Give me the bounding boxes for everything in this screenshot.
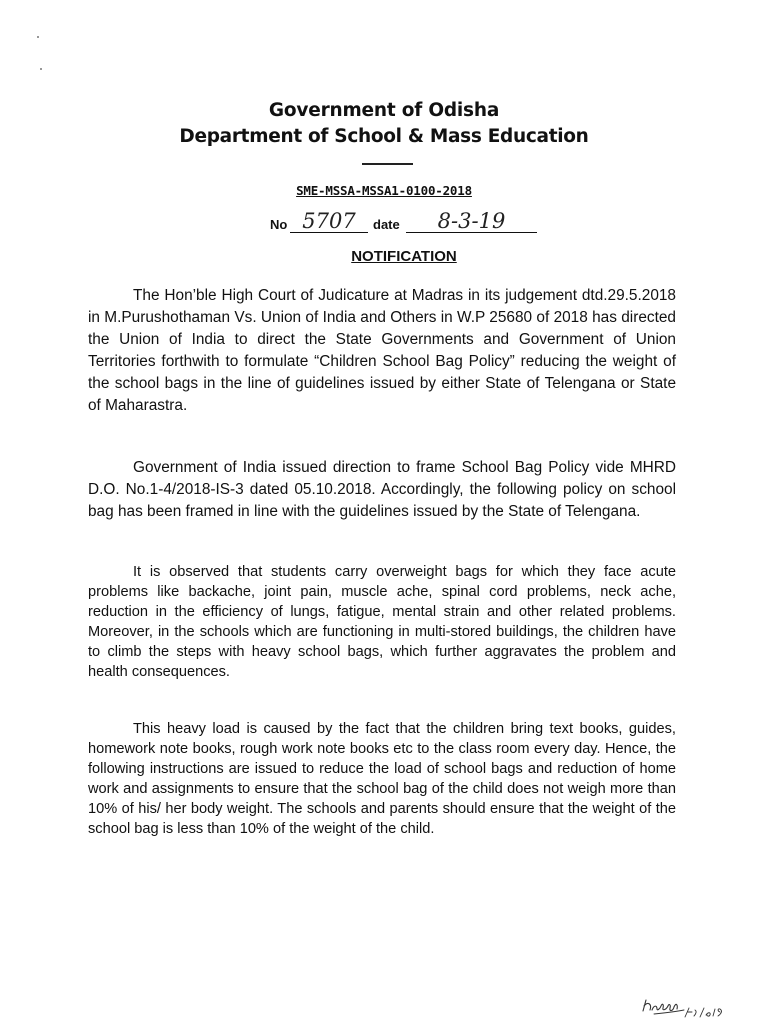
handwritten-signature — [640, 996, 730, 1018]
government-title: Government of Odisha — [268, 100, 500, 121]
paragraph-instructions: This heavy load is caused by the fact that the children bring text books, guides, homework note books, rough work note books etc to the class room every day. Hence, the following instructions are issued to reduce the load of school bags and reduction of home work and assignments to ensure that the school bag of the child does not weigh more than 10% of his/ her body weight. The schools and parents should ensure that the weight of the school bag is less than 10% of the weight of the child. — [88, 721, 676, 837]
paragraph-problems: It is observed that students carry overweight bags for which they face acute problems like backache, joint pain, muscle ache, spinal cord problems, neck ache, reduction in the efficiency of lungs, fatigue, mental strain and other related problems. Moreover, in the schools which are functioning in multi-stored buildings, the children have to climb the steps with heavy school bags, which further aggravates the problem and health consequences. — [88, 564, 676, 680]
reference-code: SME-MSSA-MSSA1-0100-2018 — [296, 183, 472, 198]
date-label: date — [373, 217, 400, 232]
number-label: No — [270, 217, 288, 232]
paragraph-govt-direction: Government of India issued direction to frame School Bag Policy vide MHRD D.O. No.1-4/2018-IS-3 dated 05.10.2018. Accordingly, the following policy on school bag has been framed in line with the guidelines issued by the State of Telengana. — [88, 459, 676, 520]
title-divider — [362, 163, 413, 165]
scan-speck — [40, 68, 42, 70]
number-value: 5707 — [290, 210, 368, 233]
scan-speck — [37, 36, 39, 38]
paragraph-high-court: The Hon’ble High Court of Judicature at Madras in its judgement dtd.29.5.2018 in M.Purushothaman Vs. Union of India and Others in W.P 25680 of 2018 has directed the Union of India to direct the State Governments and Government of Union Territories forthwith to formulate “Children School Bag Policy” reducing the weight of the school bags in the line of guidelines issued by either State of Telengana or State of Maharastra. — [88, 287, 676, 414]
notification-title: NOTIFICATION — [351, 248, 457, 265]
date-value: 8-3-19 — [406, 210, 537, 233]
department-title: Department of School & Mass Education — [179, 126, 589, 147]
